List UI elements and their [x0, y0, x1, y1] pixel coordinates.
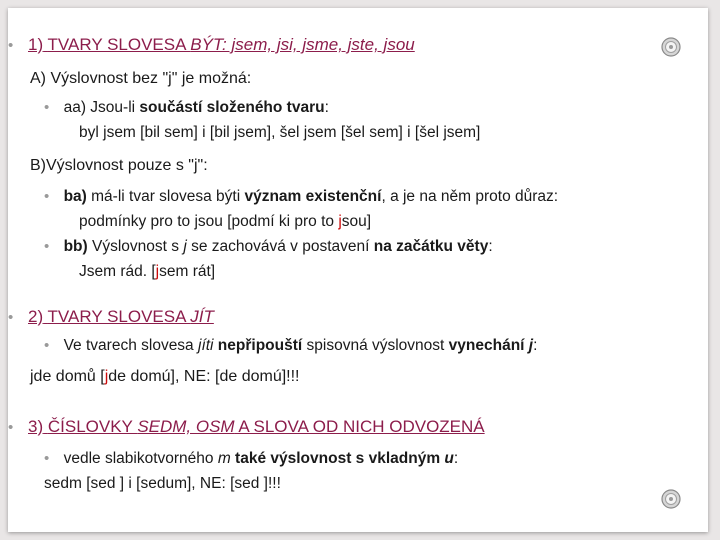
s2-bold-italic: j	[528, 337, 534, 354]
pushpin-icon	[660, 36, 682, 58]
ba-example-pre: podmínky pro to jsou [podmí ki pro to	[79, 213, 339, 230]
ba-example-post: sou]	[341, 213, 372, 230]
bullet: •	[44, 188, 50, 205]
s2-bold: nepřipouští	[213, 337, 303, 354]
section1-title-italic: BÝT: jsem, jsi, jsme, jste, jsou	[190, 35, 415, 54]
bullet: •	[44, 99, 50, 116]
s2-text2: spisovná výslovnost	[302, 337, 449, 354]
bb-example-post: sem rát]	[159, 263, 216, 280]
section3-number: 3)	[28, 417, 44, 436]
section1-number: 1)	[28, 35, 44, 54]
section1-subA-title: A) Výslovnost bez "j" je možná:	[30, 70, 252, 87]
s2-italic: jíti	[198, 337, 214, 354]
s3-italic: m	[217, 450, 231, 467]
section2-item	[44, 337, 537, 355]
bullet: •	[8, 309, 14, 326]
bullet: •	[44, 450, 50, 467]
s3-bold: také výslovnost s vkladným	[230, 450, 445, 467]
s2-example-red: j	[104, 368, 109, 385]
ba-text2: , a je na něm proto důraz:	[381, 188, 559, 205]
section3-title-rest: A SLOVA OD NICH ODVOZENÁ	[234, 417, 485, 436]
aa-suffix: :	[324, 99, 329, 116]
bb-text3: :	[488, 238, 493, 255]
bb-text1: Výslovnost s	[87, 238, 184, 255]
bullet: •	[44, 337, 50, 354]
section1-title: TVARY SLOVESA	[47, 35, 191, 54]
bullet: •	[44, 238, 50, 255]
section1-ba-example	[79, 213, 371, 231]
bullet: •	[8, 37, 14, 54]
bb-bold2: na začátku věty	[373, 238, 489, 255]
section3-heading	[8, 417, 485, 437]
ba-text1: má-li tvar slovesa býti	[86, 188, 245, 205]
s2-text3: :	[533, 337, 538, 354]
bb-text2: se zachovává v postavení	[186, 238, 374, 255]
aa-prefix: aa) Jsou-li	[63, 99, 140, 116]
ba-bold2: význam existenční	[244, 188, 382, 205]
section1-aa-item	[44, 99, 329, 117]
section3-title-italic: SEDM, OSM	[137, 417, 235, 436]
section2-title: TVARY SLOVESA	[47, 307, 191, 326]
section1-subB-title: B)Výslovnost pouze s "j":	[30, 157, 208, 174]
section3-example: sedm [sed ] i [sedum], NE: [sed ]!!!	[44, 475, 281, 492]
section2-heading	[8, 307, 214, 327]
section3-item	[44, 450, 458, 468]
section1-bb-item	[44, 238, 493, 256]
s3-text2: :	[453, 450, 459, 467]
s3-text1: vedle slabikotvorného	[63, 450, 218, 467]
pushpin-icon	[660, 488, 682, 510]
section3-title: ČÍSLOVKY	[47, 417, 138, 436]
section1-heading	[8, 35, 415, 55]
bb-example-red: j	[155, 263, 160, 280]
bb-italic: j	[183, 238, 187, 255]
s2-example-post: de domú], NE: [de domú]!!!	[108, 368, 300, 385]
aa-bold: součástí složeného tvaru	[139, 99, 325, 116]
bb-example-pre: Jsem rád. [	[79, 263, 156, 280]
section1-bb-example	[79, 263, 215, 281]
bb-bold: bb)	[63, 238, 88, 255]
ba-example-red: j	[338, 213, 342, 230]
bullet: •	[8, 419, 14, 436]
section1-aa-example: byl jsem [bil sem] i [bil jsem], šel jsem [šel sem] i [šel jsem]	[79, 124, 481, 141]
s2-text1: Ve tvarech slovesa	[63, 337, 198, 354]
s2-example-pre: jde domů [	[30, 368, 105, 385]
s2-bold2: vynechání	[448, 337, 529, 354]
s3-bold-italic: u	[444, 450, 454, 467]
section2-title-italic: JÍT	[190, 307, 214, 326]
section2-example	[30, 368, 300, 386]
ba-bold: ba)	[63, 188, 87, 205]
section2-number: 2)	[28, 307, 44, 326]
section1-ba-item	[44, 188, 558, 206]
